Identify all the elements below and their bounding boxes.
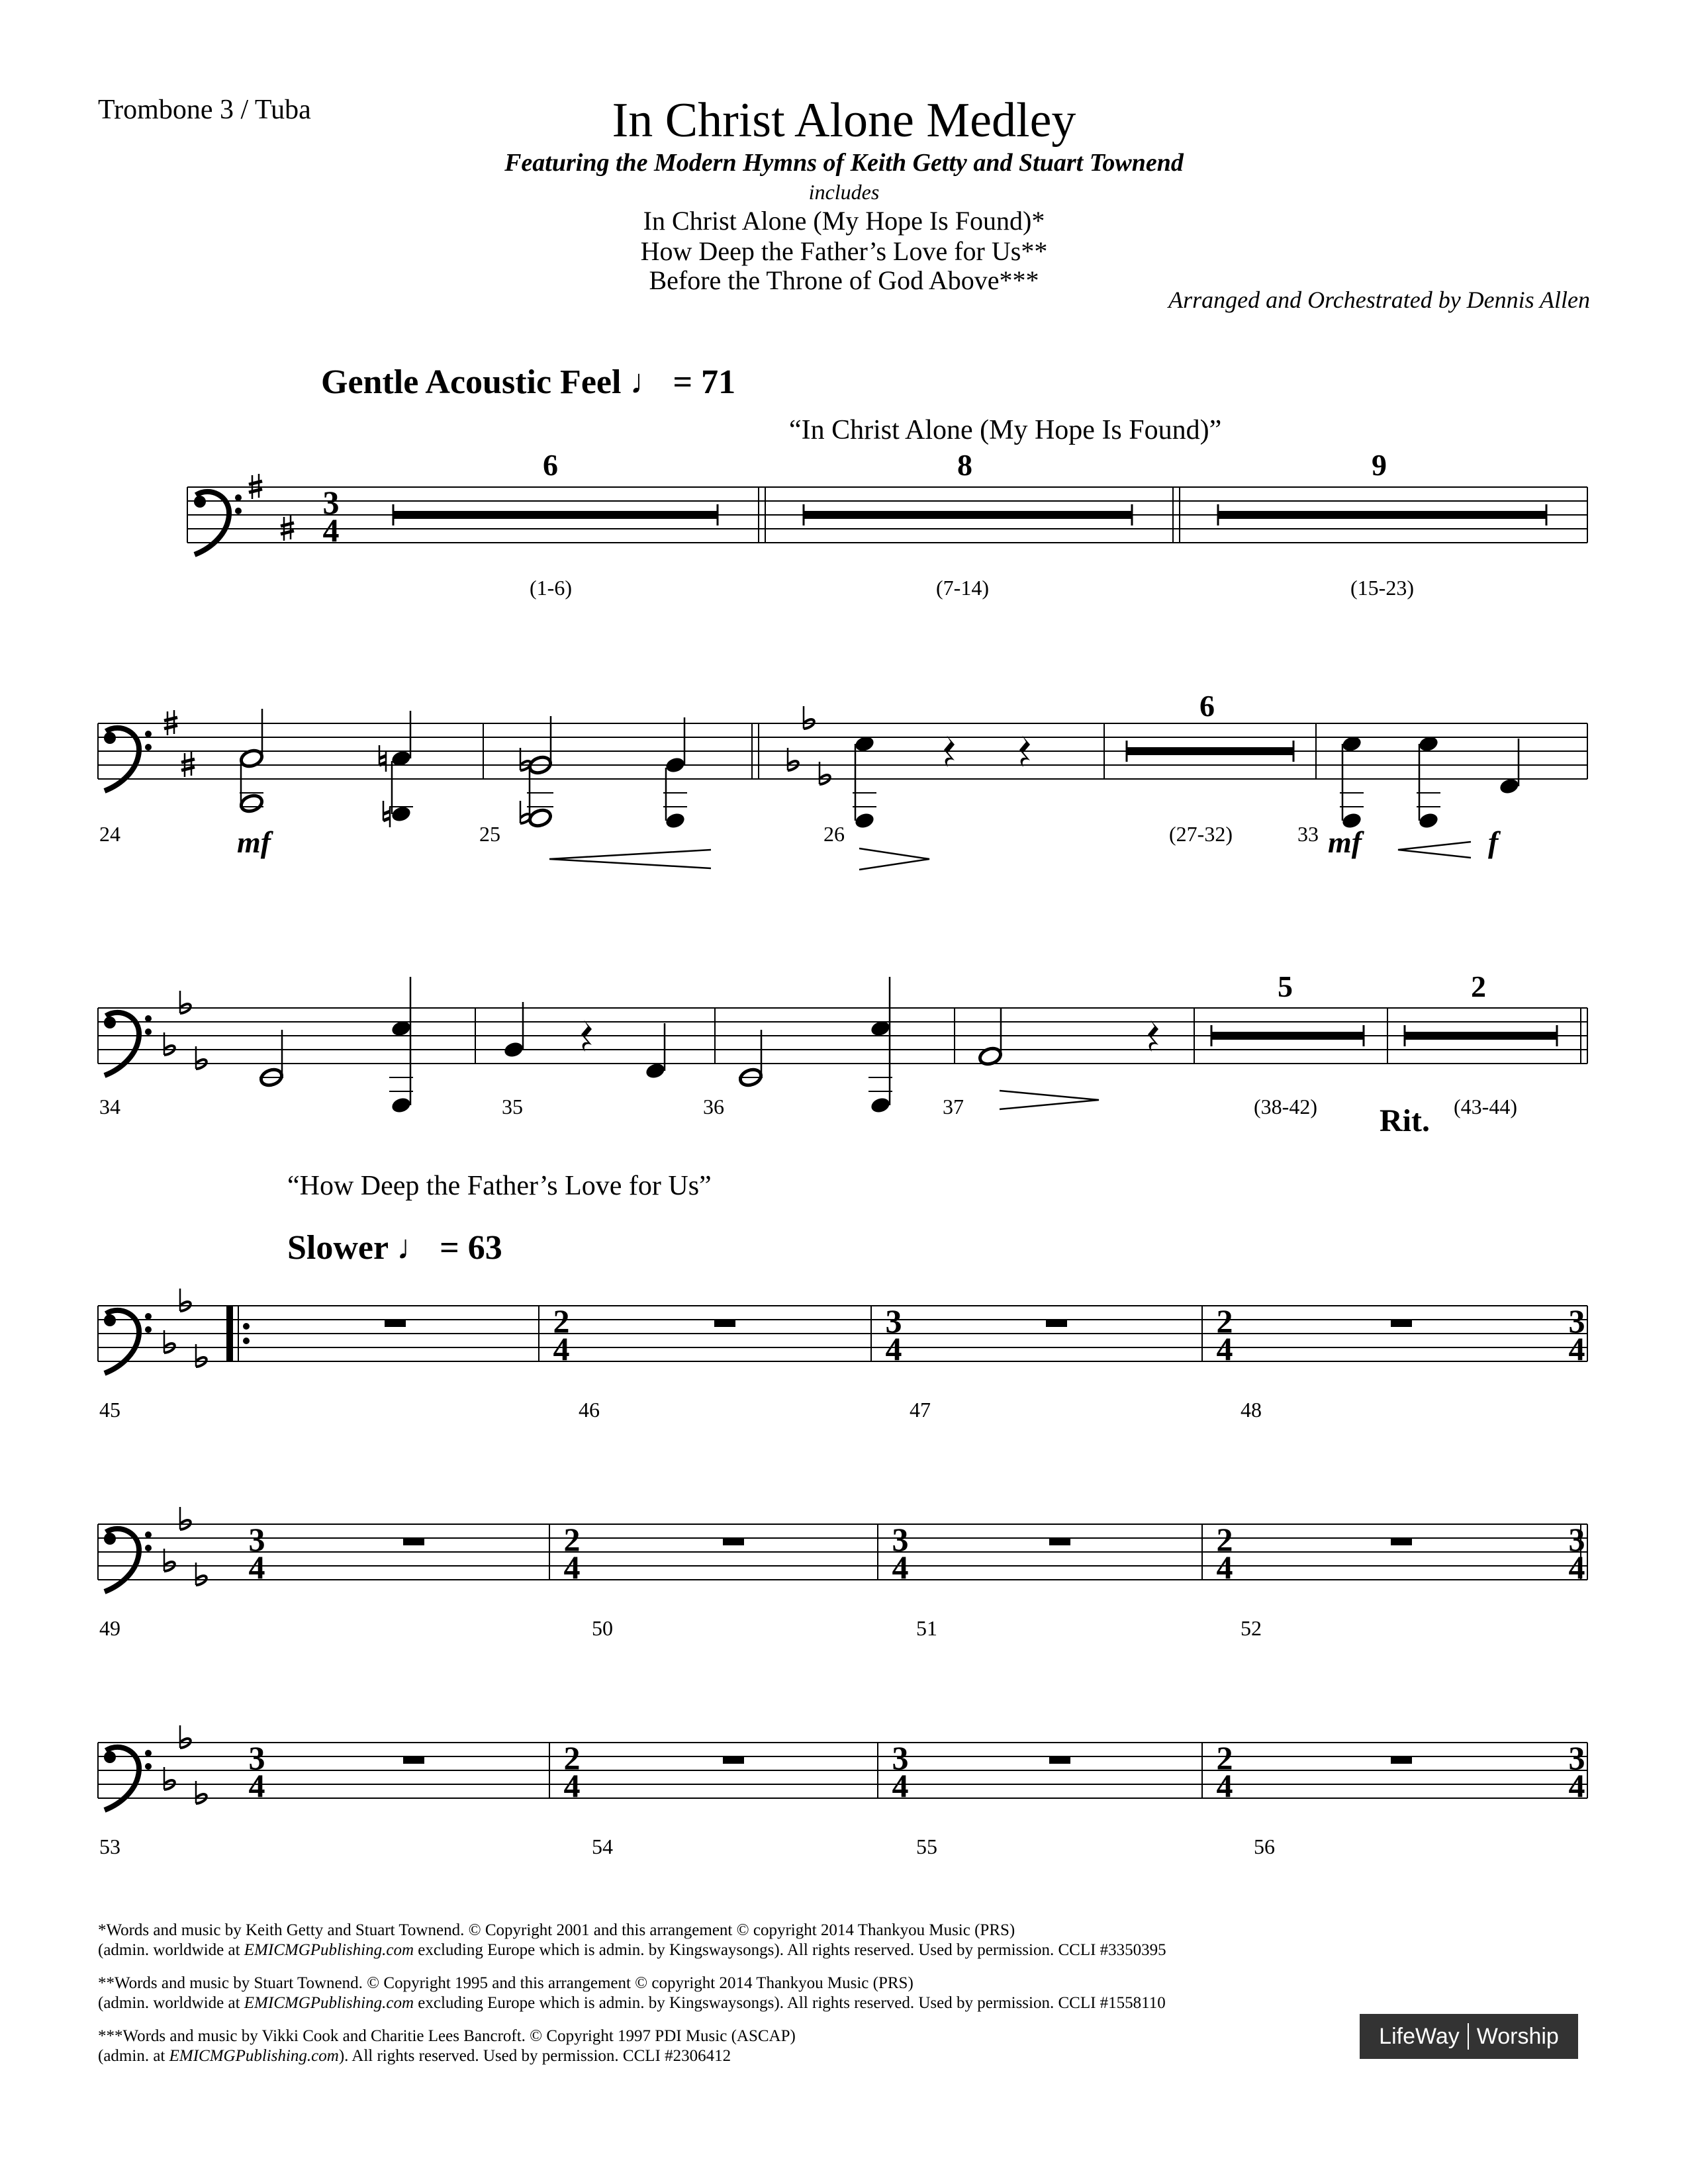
- time-signature: 4: [1568, 1330, 1585, 1367]
- flat-icon: [180, 1507, 191, 1529]
- multirest-count: 9: [1372, 448, 1387, 482]
- time-signature: 4: [1568, 1549, 1585, 1586]
- whole-rest-icon: [1391, 1320, 1412, 1327]
- time-signature: 3: [885, 1302, 902, 1340]
- measure-number: 26: [823, 822, 845, 846]
- multirest-count: 6: [543, 448, 558, 482]
- time-signature: 4: [885, 1330, 902, 1367]
- measure-number: 45: [99, 1398, 120, 1422]
- measure-number: 33: [1297, 822, 1319, 846]
- quarter-note-icon: ♩: [397, 1229, 432, 1267]
- flat-icon: [804, 706, 814, 729]
- whole-rest-icon: [714, 1320, 735, 1327]
- time-signature: 3: [1568, 1521, 1585, 1558]
- publisher-link[interactable]: EMICMGPublishing.com: [244, 1941, 414, 1959]
- whole-rest-icon: [1049, 1756, 1070, 1764]
- footnote-3: ***Words and music by Vikki Cook and Charitie Lees Bancroft. © Copyright 1997 PDI Music (ASCAP) (admin. at EMICMGPublishing.com). All rights reserved. Used by permission. CCLI #2306412: [98, 2027, 796, 2065]
- includes-label: includes: [808, 180, 880, 204]
- system-6: [98, 1725, 1587, 1810]
- measure-number: 49: [99, 1616, 120, 1640]
- time-signature: 4: [248, 1549, 265, 1586]
- measure-number: 55: [916, 1835, 937, 1858]
- time-signature: 3: [892, 1521, 909, 1558]
- time-signature: 2: [1216, 1302, 1233, 1340]
- measure-number: 52: [1241, 1616, 1262, 1640]
- measure-range: (7-14): [936, 576, 989, 600]
- flat-icon: [180, 1725, 191, 1748]
- flat-icon: [180, 991, 191, 1013]
- time-signature: 2: [563, 1521, 581, 1558]
- time-signature: 4: [1568, 1767, 1585, 1804]
- measure-number: 56: [1254, 1835, 1275, 1858]
- decrescendo-hairpin: [1000, 1091, 1099, 1109]
- time-signature: 2: [1216, 1739, 1233, 1776]
- multirest-count: 6: [1199, 689, 1215, 723]
- publisher-link[interactable]: EMICMGPublishing.com: [244, 1994, 414, 2012]
- publisher-link[interactable]: EMICMGPublishing.com: [169, 2047, 339, 2065]
- measure-range: (38-42): [1254, 1095, 1317, 1118]
- footnote-1: *Words and music by Keith Getty and Stuart Townend. © Copyright 2001 and this arrangement © copyright 2014 Thankyou Music (PRS) (admin. worldwide at EMICMGPublishing.com excluding Europe which is admin. by Kingswaysongs). All rights reserved. Used by permission. CCLI #3350395: [98, 1921, 1166, 1959]
- part-name: Trombone 3 / Tuba: [98, 95, 311, 125]
- natural-icon: [383, 801, 390, 827]
- measure-number: 54: [592, 1835, 613, 1858]
- piece-subtitle: Featuring the Modern Hymns of Keith Getty and Stuart Townend: [504, 149, 1184, 177]
- time-signature: 4: [1216, 1767, 1233, 1804]
- measure-number: 53: [99, 1835, 120, 1858]
- time-signature: 3: [1568, 1302, 1585, 1340]
- natural-icon: [379, 745, 386, 772]
- system-4: [98, 1289, 1587, 1373]
- measure-number: 34: [99, 1095, 120, 1118]
- ritardando-marking: Rit.: [1380, 1103, 1430, 1138]
- included-song-1: In Christ Alone (My Hope Is Found)*: [643, 206, 1045, 236]
- whole-rest-icon: [403, 1756, 424, 1764]
- measure-range: (27-32): [1169, 822, 1233, 846]
- measure-range: (1-6): [530, 576, 572, 600]
- dynamic-marking: mf: [1328, 825, 1362, 859]
- whole-rest-icon: [1046, 1320, 1067, 1327]
- time-signature: 4: [892, 1549, 909, 1586]
- whole-rest-icon: [723, 1756, 744, 1764]
- time-signature: 4: [1216, 1330, 1233, 1367]
- measure-number: 48: [1241, 1398, 1262, 1422]
- time-signature: 4: [553, 1330, 570, 1367]
- tempo-marking-2: Slower ♩ = 63: [287, 1229, 502, 1267]
- flat-icon: [180, 1289, 191, 1311]
- dynamic-marking: f: [1488, 825, 1499, 859]
- time-signature: 4: [563, 1767, 581, 1804]
- measure-number: 47: [910, 1398, 931, 1422]
- time-signature: 2: [1216, 1521, 1233, 1558]
- whole-rest-icon: [1391, 1756, 1412, 1764]
- decrescendo-hairpin: [859, 848, 929, 870]
- piece-title: In Christ Alone Medley: [612, 93, 1076, 148]
- whole-rest-icon: [1049, 1538, 1070, 1545]
- time-signature: 3: [248, 1521, 265, 1558]
- dynamic-marking: mf: [237, 825, 271, 859]
- time-signature: 2: [563, 1739, 581, 1776]
- lifeway-worship-logo: LifeWay Worship: [1360, 2014, 1578, 2059]
- measure-range: (15-23): [1350, 576, 1414, 600]
- included-song-2: How Deep the Father’s Love for Us**: [640, 236, 1048, 266]
- decrescendo-hairpin: [549, 850, 711, 868]
- quarter-note-icon: ♩: [630, 363, 665, 401]
- measure-number: 51: [916, 1616, 937, 1640]
- svg-text:3: 3: [322, 484, 340, 521]
- measure-number: 46: [579, 1398, 600, 1422]
- song-quote-2: “How Deep the Father’s Love for Us”: [287, 1171, 712, 1201]
- svg-text:4: 4: [322, 512, 340, 549]
- system-3: [98, 977, 1587, 1115]
- measure-number: 50: [592, 1616, 613, 1640]
- measure-number: 24: [99, 822, 120, 846]
- tempo-marking-1: Gentle Acoustic Feel ♩ = 71: [321, 363, 736, 401]
- arranger-credit: Arranged and Orchestrated by Dennis Allen: [1168, 287, 1590, 313]
- time-signature: 3: [248, 1739, 265, 1776]
- time-signature: 4: [248, 1767, 265, 1804]
- time-signature: 4: [1216, 1549, 1233, 1586]
- measure-number: 35: [502, 1095, 523, 1118]
- time-signature: 3: [892, 1739, 909, 1776]
- measure-number: 37: [943, 1095, 964, 1118]
- multirest-count: 2: [1471, 970, 1486, 1003]
- crescendo-hairpin: [1398, 842, 1471, 858]
- time-signature: 3: [1568, 1739, 1585, 1776]
- measure-number: 36: [703, 1095, 724, 1118]
- song-quote-1: “In Christ Alone (My Hope Is Found)”: [789, 415, 1222, 445]
- system-5: [98, 1507, 1587, 1592]
- whole-rest-icon: [723, 1538, 744, 1545]
- whole-rest-icon: [1391, 1538, 1412, 1545]
- time-signature: 4: [892, 1767, 909, 1804]
- footnote-2: **Words and music by Stuart Townend. © Copyright 1995 and this arrangement © copyright 2014 Thankyou Music (PRS) (admin. worldwide at EMICMGPublishing.com excluding Europe which is admin. by Kingswaysongs). All rights reserved. Used by permission. CCLI #1558110: [98, 1974, 1166, 2012]
- multirest-count: 5: [1278, 970, 1293, 1003]
- measure-range: (43-44): [1454, 1095, 1517, 1118]
- time-signature: 4: [563, 1549, 581, 1586]
- whole-rest-icon: [403, 1538, 424, 1545]
- multirest-count: 8: [957, 448, 972, 482]
- whole-rest-icon: [385, 1320, 406, 1327]
- included-song-3: Before the Throne of God Above***: [649, 265, 1039, 295]
- measure-number: 25: [479, 822, 500, 846]
- time-signature: 2: [553, 1302, 570, 1340]
- system-1: [187, 474, 1587, 555]
